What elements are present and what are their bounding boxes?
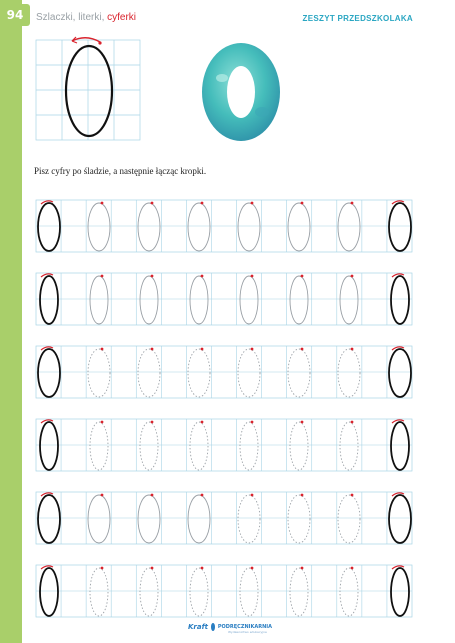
brand-name: Kraft: [188, 623, 208, 631]
red-start-dot: [201, 421, 204, 424]
red-start-dot: [351, 275, 354, 278]
trace-zero-outline: [288, 349, 310, 397]
red-start-dot: [101, 567, 104, 570]
trace-zero-outline: [140, 422, 158, 470]
red-start-dot: [101, 494, 104, 497]
publisher-logo: [188, 620, 272, 634]
trace-zero-outline: [190, 276, 208, 324]
section-title-main: Szlaczki, literki,: [36, 12, 108, 23]
solid-zero-digit: [38, 203, 60, 251]
solid-zero-digit: [389, 495, 411, 543]
red-start-dot: [251, 348, 254, 351]
trace-zero-outline: [238, 203, 260, 251]
trace-zero-outline: [290, 276, 308, 324]
red-start-dot: [151, 348, 154, 351]
red-start-dot: [101, 275, 104, 278]
trace-zero-outline: [288, 495, 310, 543]
red-start-dot: [301, 567, 304, 570]
trace-zero-outline: [340, 276, 358, 324]
trace-zero-outline: [140, 568, 158, 616]
red-start-dot: [251, 421, 254, 424]
trace-zero-outline: [340, 568, 358, 616]
trace-zero-outline: [188, 495, 210, 543]
red-start-dot: [201, 348, 204, 351]
trace-zero-outline: [138, 495, 160, 543]
trace-zero-outline: [340, 422, 358, 470]
solid-zero-digit: [391, 276, 409, 324]
solid-zero-digit: [391, 568, 409, 616]
red-start-dot: [251, 202, 254, 205]
page-number: 94: [0, 4, 30, 26]
trace-zero-outline: [338, 349, 360, 397]
red-start-dot: [251, 567, 254, 570]
red-start-dot: [301, 202, 304, 205]
solid-zero-digit: [38, 495, 60, 543]
solid-zero-digit: [391, 422, 409, 470]
solid-zero-digit: [389, 349, 411, 397]
red-start-dot: [101, 202, 104, 205]
demo-zero-digit: [66, 46, 112, 136]
red-start-dot: [151, 202, 154, 205]
red-start-dot: [151, 275, 154, 278]
red-start-dot: [201, 202, 204, 205]
demo-start-dot: [98, 41, 101, 44]
trace-zero-outline: [88, 203, 110, 251]
trace-zero-outline: [90, 422, 108, 470]
solid-zero-digit: [40, 422, 58, 470]
trace-zero-outline: [90, 568, 108, 616]
trace-zero-outline: [188, 203, 210, 251]
trace-zero-outline: [188, 349, 210, 397]
trace-zero-outline: [238, 349, 260, 397]
trace-zero-outline: [88, 495, 110, 543]
trace-zero-outline: [138, 203, 160, 251]
red-start-dot: [151, 421, 154, 424]
red-start-dot: [301, 275, 304, 278]
red-start-dot: [151, 567, 154, 570]
brand-badge-icon: [211, 623, 215, 631]
solid-zero-digit: [40, 568, 58, 616]
trace-zero-outline: [338, 495, 360, 543]
trace-zero-outline: [190, 422, 208, 470]
red-start-dot: [101, 421, 104, 424]
red-start-dot: [251, 275, 254, 278]
red-start-dot: [351, 494, 354, 497]
trace-zero-outline: [290, 568, 308, 616]
trace-zero-outline: [288, 203, 310, 251]
red-start-dot: [301, 421, 304, 424]
trace-zero-outline: [90, 276, 108, 324]
red-start-dot: [301, 494, 304, 497]
trace-zero-outline: [238, 495, 260, 543]
red-start-dot: [201, 494, 204, 497]
trace-zero-outline: [338, 203, 360, 251]
red-start-dot: [151, 494, 154, 497]
trace-zero-outline: [88, 349, 110, 397]
practice-area: [36, 200, 412, 617]
trace-zero-outline: [290, 422, 308, 470]
trace-zero-outline: [240, 422, 258, 470]
section-title-highlight: cyferki: [107, 12, 137, 23]
red-start-dot: [301, 348, 304, 351]
series-name: ZESZYT PRZEDSZKOLAKA: [302, 14, 413, 23]
instruction-text: Pisz cyfry po śladzie, a następnie łącząc kropki.: [34, 166, 207, 176]
red-start-dot: [201, 567, 204, 570]
red-start-dot: [351, 348, 354, 351]
subbrand-name: PODRĘCZNIKARNIA: [217, 624, 272, 630]
red-start-dot: [351, 202, 354, 205]
solid-zero-digit: [40, 276, 58, 324]
trace-zero-outline: [138, 349, 160, 397]
trace-zero-outline: [190, 568, 208, 616]
trace-zero-outline: [140, 276, 158, 324]
solid-zero-digit: [389, 203, 411, 251]
red-start-dot: [201, 275, 204, 278]
brand-tagline: Wydawnictwo edukacyjne: [228, 630, 267, 634]
trace-zero-outline: [240, 276, 258, 324]
solid-zero-digit: [38, 349, 60, 397]
red-start-dot: [351, 567, 354, 570]
red-start-dot: [351, 421, 354, 424]
trace-zero-outline: [240, 568, 258, 616]
red-start-dot: [101, 348, 104, 351]
red-start-dot: [251, 494, 254, 497]
watercolor-zero-illustration: [202, 43, 280, 141]
demo-grid: [36, 40, 140, 140]
